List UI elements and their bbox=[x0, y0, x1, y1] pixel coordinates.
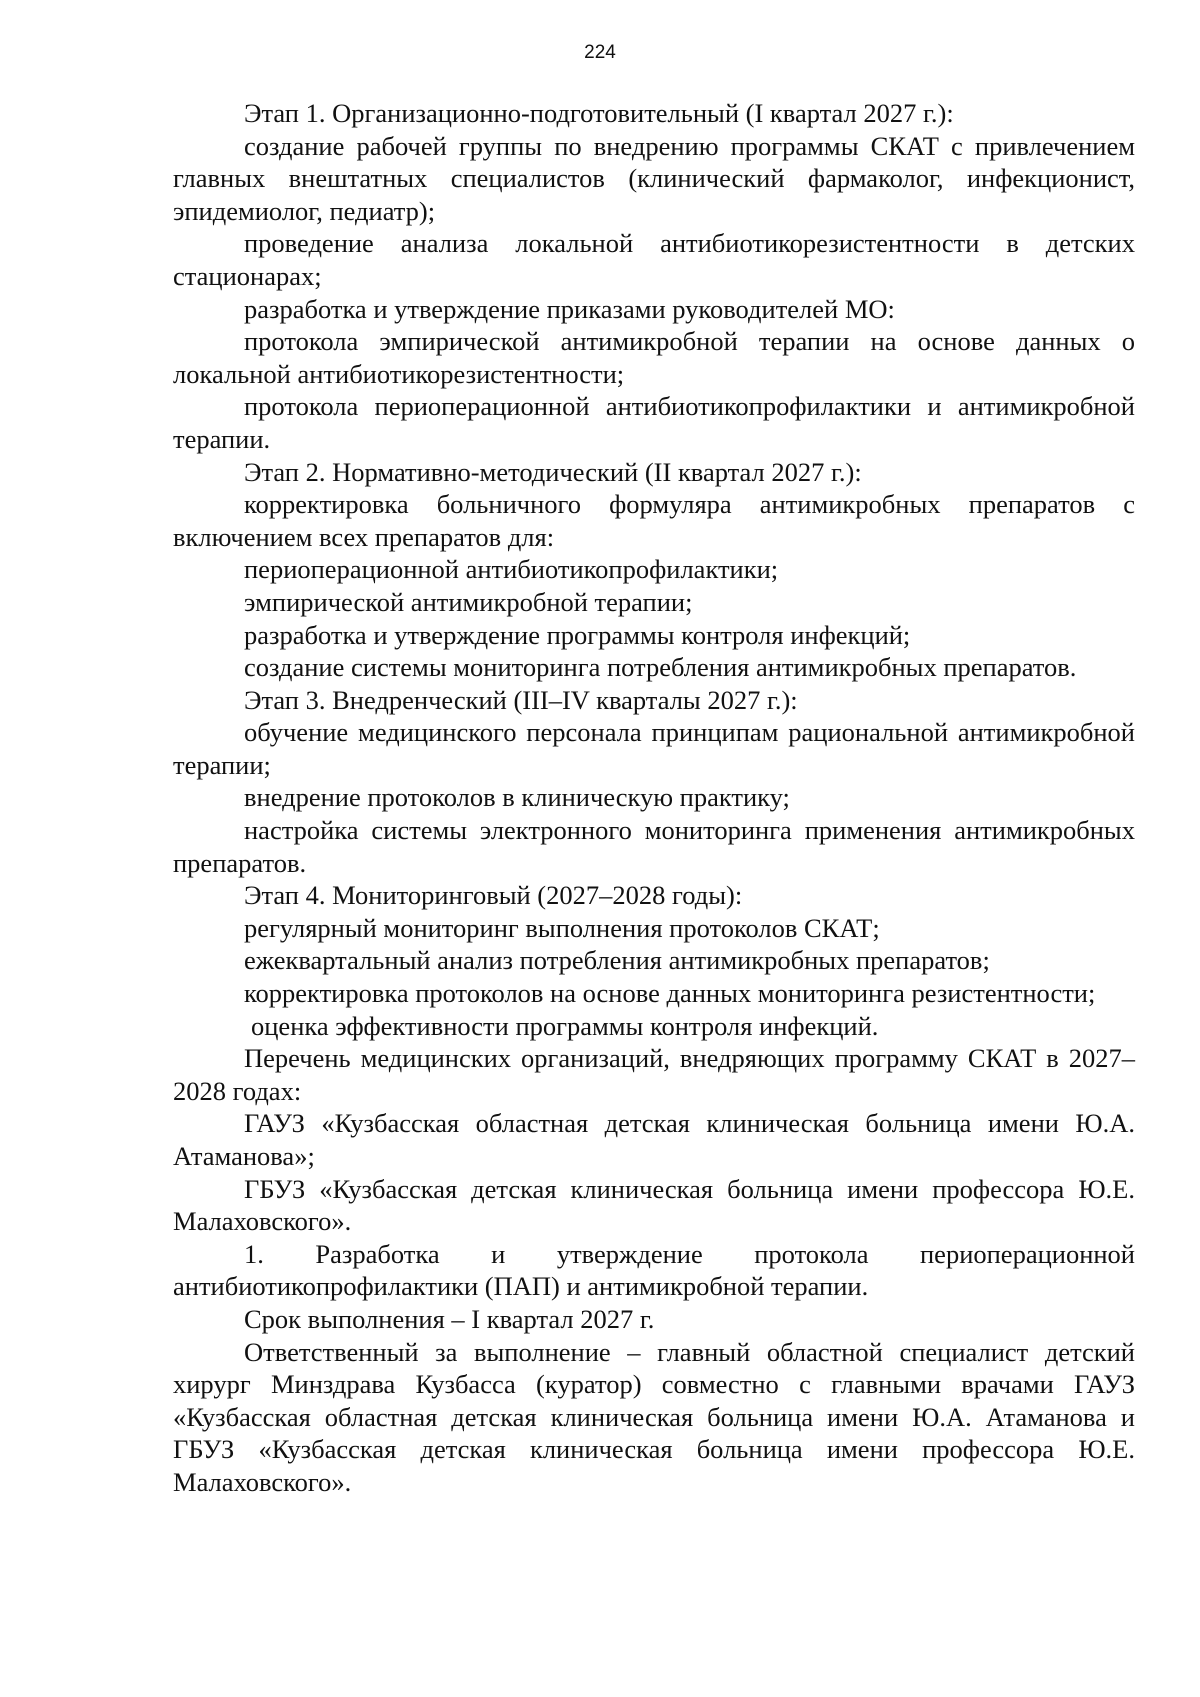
deadline-text: Срок выполнения – I квартал 2027 г. bbox=[244, 1303, 655, 1334]
paragraph: оценка эффективности программы контроля инфекций. bbox=[251, 1010, 879, 1041]
stage-4-heading: Этап 4. Мониторинговый (2027–2028 годы): bbox=[244, 880, 743, 911]
paragraph: эмпирической антимикробной терапии; bbox=[244, 586, 693, 617]
paragraph: разработка и утверждение программы контроля инфекций; bbox=[244, 619, 911, 650]
stage-1-heading: Этап 1. Организационно-подготовительный (I квартал 2027 г.): bbox=[244, 98, 954, 128]
organization-item: ГБУЗ «Кузбасская детская клиническая больница имени профессора Ю.Е. Малаховского». bbox=[173, 1173, 1135, 1237]
paragraph: настройка системы электронного мониторинга применения антимикробных препаратов. bbox=[173, 815, 1135, 878]
paragraph: периоперационной антибиотикопрофилактики; bbox=[244, 554, 779, 585]
paragraph: корректировка больничного формуляра антимикробных препаратов с включением всех препаратов для: bbox=[173, 489, 1135, 552]
page-number: 224 bbox=[584, 42, 616, 63]
paragraph: разработка и утверждение приказами руководителей МО: bbox=[244, 293, 895, 324]
paragraph: протокола периоперационной антибиотикопрофилактики и антимикробной терапии. bbox=[173, 391, 1135, 454]
organizations-list-intro: Перечень медицинских организаций, внедряющих программу СКАТ в 2027–2028 годах: bbox=[173, 1043, 1135, 1106]
paragraph: ежеквартальный анализ потребления антимикробных препаратов; bbox=[244, 945, 990, 976]
paragraph: создание рабочей группы по внедрению программы СКАТ с привлечением главных внештатных специалистов (клинический фармаколог, инфекционист, эпидемиолог, педиатр); bbox=[173, 130, 1135, 226]
paragraph: внедрение протоколов в клиническую практику; bbox=[244, 782, 790, 813]
organization-item: ГАУЗ «Кузбасская областная детская клиническая больница имени Ю.А. Атаманова»; bbox=[173, 1108, 1135, 1171]
paragraph: создание системы мониторинга потребления антимикробных препаратов. bbox=[244, 652, 1077, 683]
stage-3-heading: Этап 3. Внедренческий (III–IV кварталы 2027 г.): bbox=[244, 684, 798, 715]
paragraph: обучение медицинского персонала принципам рациональной антимикробной терапии; bbox=[173, 717, 1135, 780]
paragraph: проведение анализа локальной антибиотикорезистентности в детских стационарах; bbox=[173, 228, 1135, 291]
paragraph: корректировка протоколов на основе данных мониторинга резистентности; bbox=[244, 978, 1096, 1009]
numbered-item: 1. Разработка и утверждение протокола периоперационной антибиотикопрофилактики (ПАП) и антимикробной терапии. bbox=[173, 1238, 1135, 1302]
paragraph: регулярный мониторинг выполнения протоколов СКАТ; bbox=[244, 912, 880, 943]
paragraph: протокола эмпирической антимикробной терапии на основе данных о локальной антибиотикорезистентности; bbox=[173, 326, 1135, 389]
responsible-text: Ответственный за выполнение – главный областной специалист детский хирург Минздрава Кузбасса (куратор) совместно с главными врачами ГАУЗ «Кузбасская областная детская клиническая больница имени Ю.А. Атаманова и ГБУЗ «Кузбасская детская клиническая больница имени профессора Ю.Е. Малаховского». bbox=[173, 1336, 1135, 1497]
stage-2-heading: Этап 2. Нормативно-методический (II квартал 2027 г.): bbox=[244, 456, 862, 487]
document-body bbox=[173, 97, 1135, 1499]
